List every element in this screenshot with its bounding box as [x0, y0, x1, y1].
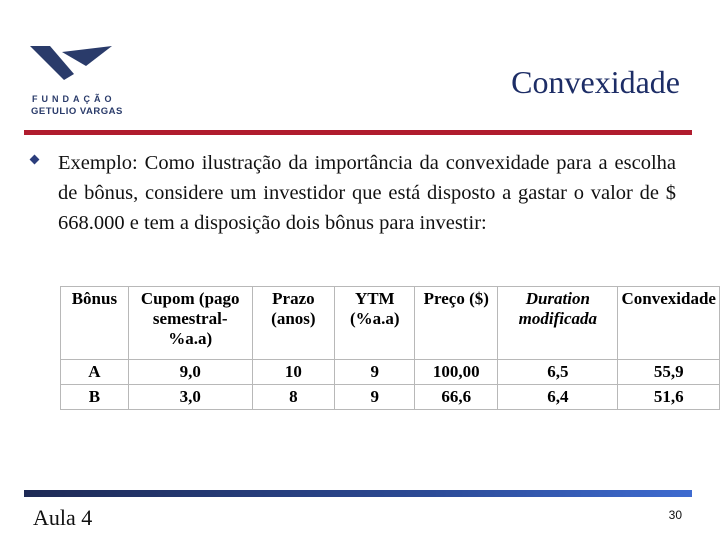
table-header-cell: Convexidade [618, 287, 720, 360]
slide-title: Convexidade [511, 64, 680, 100]
table-cell: 66,6 [415, 385, 498, 410]
table-cell: 9 [335, 360, 415, 385]
table-cell: 9,0 [128, 360, 252, 385]
footer-divider [24, 490, 692, 497]
footer-lesson-label: Aula 4 [33, 505, 93, 530]
table-row [61, 360, 720, 385]
table-cell: 51,6 [618, 385, 720, 410]
table-cell: A [61, 360, 129, 385]
table-header-cell: YTM (%a.a) [335, 287, 415, 360]
table-header-cell: Preço ($) [415, 287, 498, 360]
table-cell: 6,4 [498, 385, 618, 410]
table-cell: 10 [252, 360, 335, 385]
title-divider [24, 130, 692, 135]
table-cell: 55,9 [618, 360, 720, 385]
bond-table [60, 286, 720, 410]
table-header-cell: Duration modificada [498, 287, 618, 360]
table-cell: 100,00 [415, 360, 498, 385]
table-cell: B [61, 385, 129, 410]
table-cell: 8 [252, 385, 335, 410]
logo-text-line2: GETULIO VARGAS [31, 106, 123, 117]
fgv-logo-mark-icon [28, 44, 118, 84]
logo-text-line1: FUNDAÇÃO [32, 94, 116, 104]
table-header-row [61, 287, 720, 360]
table-cell: 6,5 [498, 360, 618, 385]
slide-body-text: Exemplo: Como ilustração da importância da convexidade para a escolha de bônus, considere um investidor que está disposto a gastar o valor de $ 668.000 e tem a disposição dois bônus para investir: [58, 152, 676, 234]
bullet-icon [30, 155, 40, 165]
table-header-cell: Prazo (anos) [252, 287, 335, 360]
table-header-cell: Bônus [61, 287, 129, 360]
fgv-logo [28, 44, 123, 124]
page-number: 30 [668, 508, 682, 522]
table-header-cell: Cupom (pago semestral- %a.a) [128, 287, 252, 360]
table-cell: 9 [335, 385, 415, 410]
table-cell: 3,0 [128, 385, 252, 410]
table-row [61, 385, 720, 410]
